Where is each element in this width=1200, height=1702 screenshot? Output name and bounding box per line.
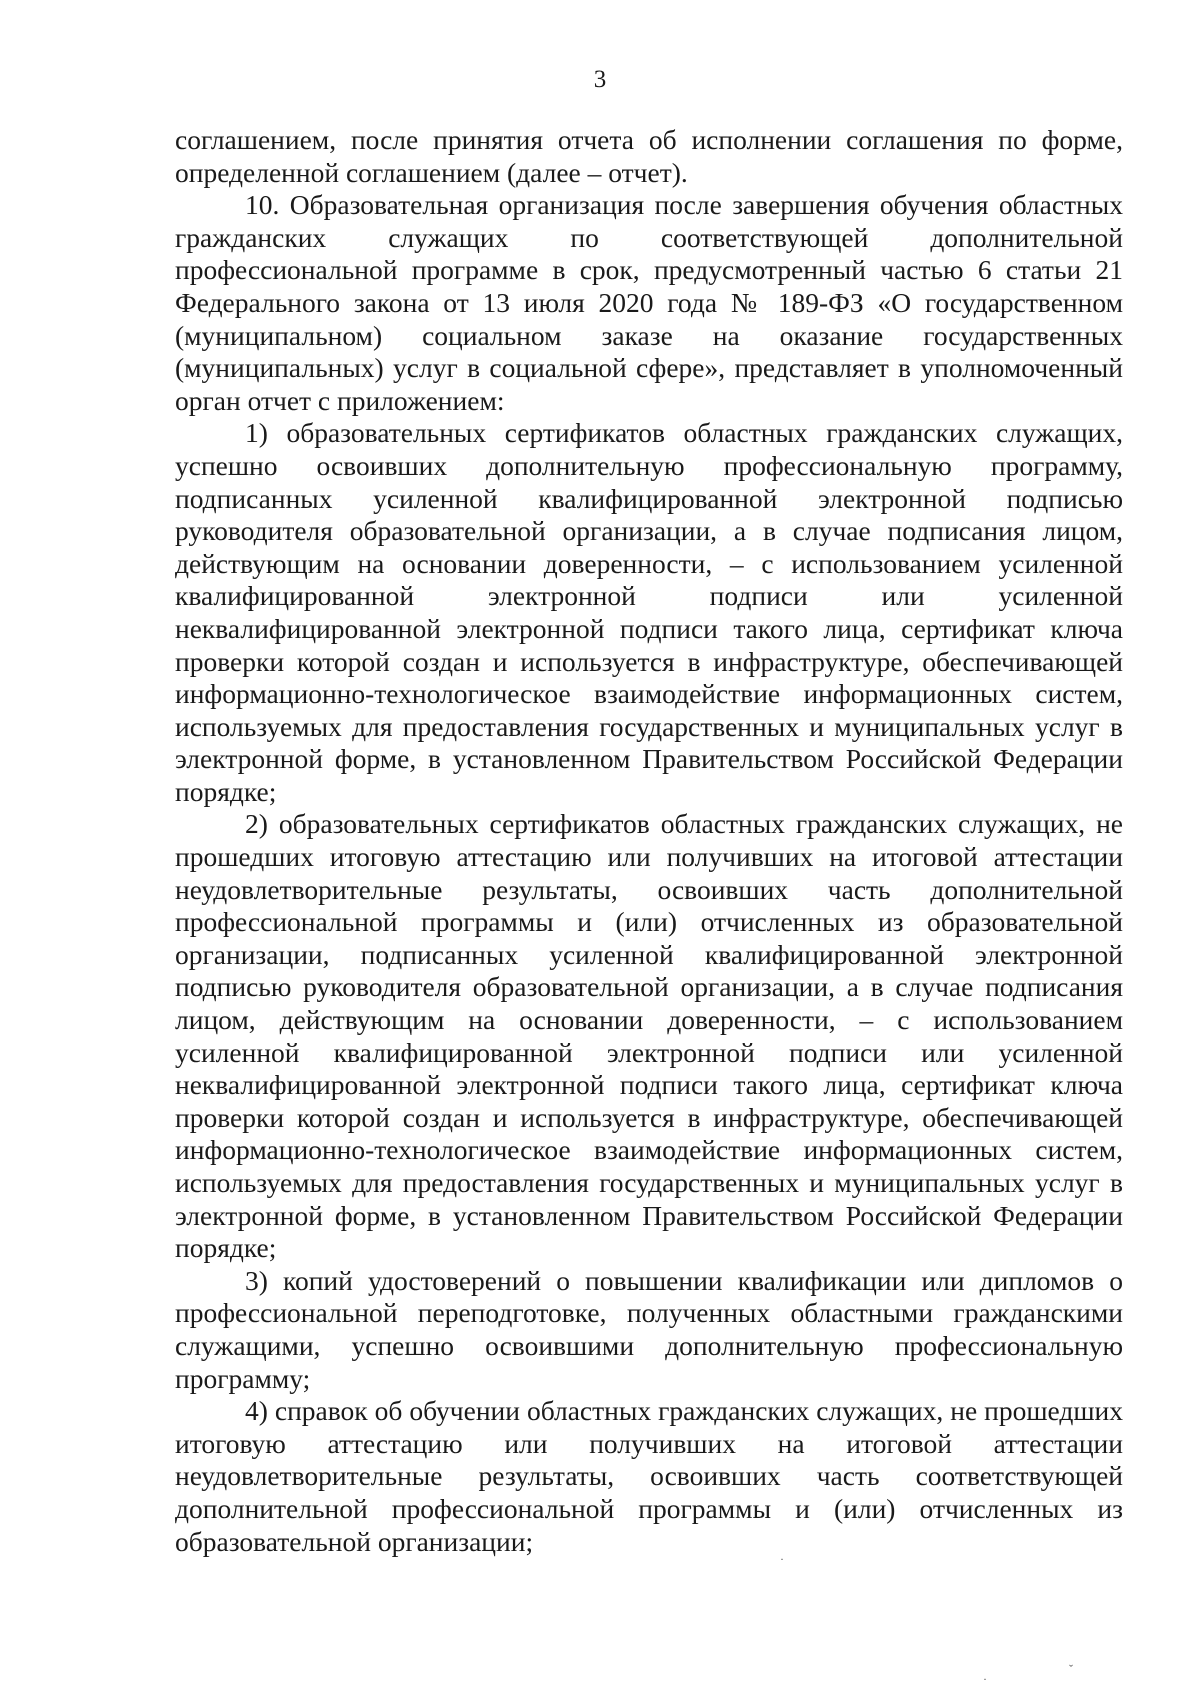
paragraph-item-2: 2) образовательных сертификатов областных гражданских служащих, не прошедших итоговую аттестацию или получивших на итоговой аттестации неудовлетворительные результаты, освоивших часть дополнительной профессиональной программы и (или) отчисленных из образовательной организации, подписанных усиленной квалифицированной электронной подписью руководителя образовательной организации, а в случае подписания лицом, действующим на основании доверенности, – с использованием усиленной квалифицированной электронной подписи или усиленной неквалифицированной электронной подписи такого лица, сертификат ключа проверки которой создан и используется в инфраструктуре, обеспечивающей информационно-технологическое взаимодействие информационных систем, используемых для предоставления государственных и муниципальных услуг в электронной форме, в установленном Правительством Российской Федерации порядке; — [175, 808, 1123, 1264]
page-number: 3 — [593, 66, 607, 93]
scan-speck: · — [780, 1552, 784, 1566]
paragraph-continuation: соглашением, после принятия отчета об исполнении соглашения по форме, определенной соглашением (далее – отчет). — [175, 124, 1123, 188]
scan-speck: ˇ — [1069, 1662, 1073, 1676]
paragraph-item-1: 1) образовательных сертификатов областных гражданских служащих, успешно освоивших дополнительную профессиональную программу, подписанных усиленной квалифицированной электронной подписью руководителя образовательной организации, а в случае подписания лицом, действующим на основании доверенности, – с использованием усиленной квалифицированной электронной подписи или усиленной неквалифицированной электронной подписи такого лица, сертификат ключа проверки которой создан и используется в инфраструктуре, обеспечивающей информационно-технологическое взаимодействие информационных систем, используемых для предоставления государственных и муниципальных услуг в электронной форме, в установленном Правительством Российской Федерации порядке; — [175, 417, 1123, 807]
scan-speck: · — [983, 1672, 987, 1686]
document-body — [175, 124, 1123, 1558]
paragraph-item-3: 3) копий удостоверений о повышении квалификации или дипломов о профессиональной переподготовке, полученных областными гражданскими служащими, успешно освоившими дополнительную профессиональную программу; — [175, 1264, 1123, 1394]
paragraph-clause-10: 10. Образовательная организация после завершения обучения областных гражданских служащих по соответствующей дополнительной профессиональной программе в срок, предусмотренный частью 6 статьи 21 Федерального закона от 13 июля 2020 года № 189-ФЗ «О государственном (муниципальном) социальном заказе на оказание государственных (муниципальных) услуг в социальной сфере», представляет в уполномоченный орган отчет с приложением: — [175, 189, 1123, 416]
paragraph-item-4: 4) справок об обучении областных гражданских служащих, не прошедших итоговую аттестацию или получивших на итоговой аттестации неудовлетворительные результаты, освоивших часть соответствующей дополнительной профессиональной программы и (или) отчисленных из образовательной организации; — [175, 1395, 1123, 1557]
